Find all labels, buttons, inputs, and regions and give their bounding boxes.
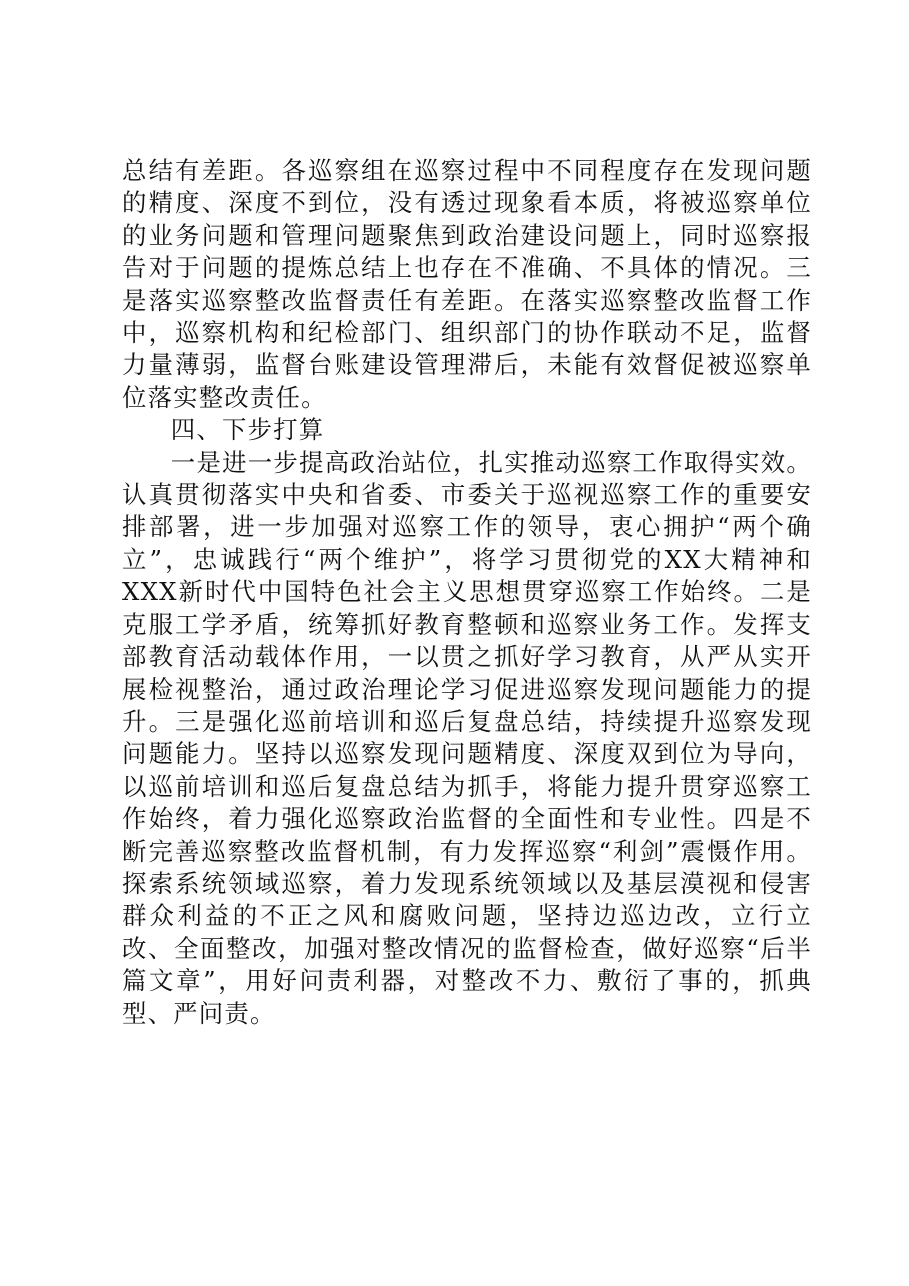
paragraph-continuation: 总结有差距。各巡察组在巡察过程中不同程度存在发现问题的精度、深度不到位，没有透过现象看本质，将被巡察单位的业务问题和管理问题聚焦到政治建设问题上，同时巡察报告对于问题的提炼总结上也存在不准确、不具体的情况。三是落实巡察整改监督责任有差距。在落实巡察整改监督工作中，巡察机构和纪检部门、组织部门的协作联动不足，监督力量薄弱，监督台账建设管理滞后，未能有效督促被巡察单位落实整改责任。 xyxy=(122,156,812,412)
section-heading: 四、下步打算 xyxy=(170,415,325,445)
paragraph-next-steps: 一是进一步提高政治站位，扎实推动巡察工作取得实效。认真贯彻落实中央和省委、市委关于巡视巡察工作的重要安排部署，进一步加强对巡察工作的领导，衷心拥护“两个确立”，忠诚践行“两个维护”，将学习贯彻党的XX大精神和XXX新时代中国特色社会主义思想贯穿巡察工作始终。二是克服工学矛盾，统筹抓好教育整顿和巡察业务工作。发挥支部教育活动载体作用，一以贯之抓好学习教育，从严从实开展检视整治，通过政治理论学习促进巡察发现问题能力的提升。三是强化巡前培训和巡后复盘总结，持续提升巡察发现问题能力。坚持以巡察发现问题精度、深度双到位为导向，以巡前培训和巡后复盘总结为抓手，将能力提升贯穿巡察工作始终，着力强化巡察政治监督的全面性和专业性。四是不断完善巡察整改监督机制，有力发挥巡察“利剑”震慑作用。探索系统领域巡察，着力发现系统领域以及基层漠视和侵害群众利益的不正之风和腐败问题，坚持边巡边改，立行立改、全面整改，加强对整改情况的监督检查，做好巡察“后半篇文章”，用好问责利器，对整改不力、敷衍了事的，抓典型、严问责。 xyxy=(122,447,812,1028)
document-body xyxy=(122,155,812,1030)
